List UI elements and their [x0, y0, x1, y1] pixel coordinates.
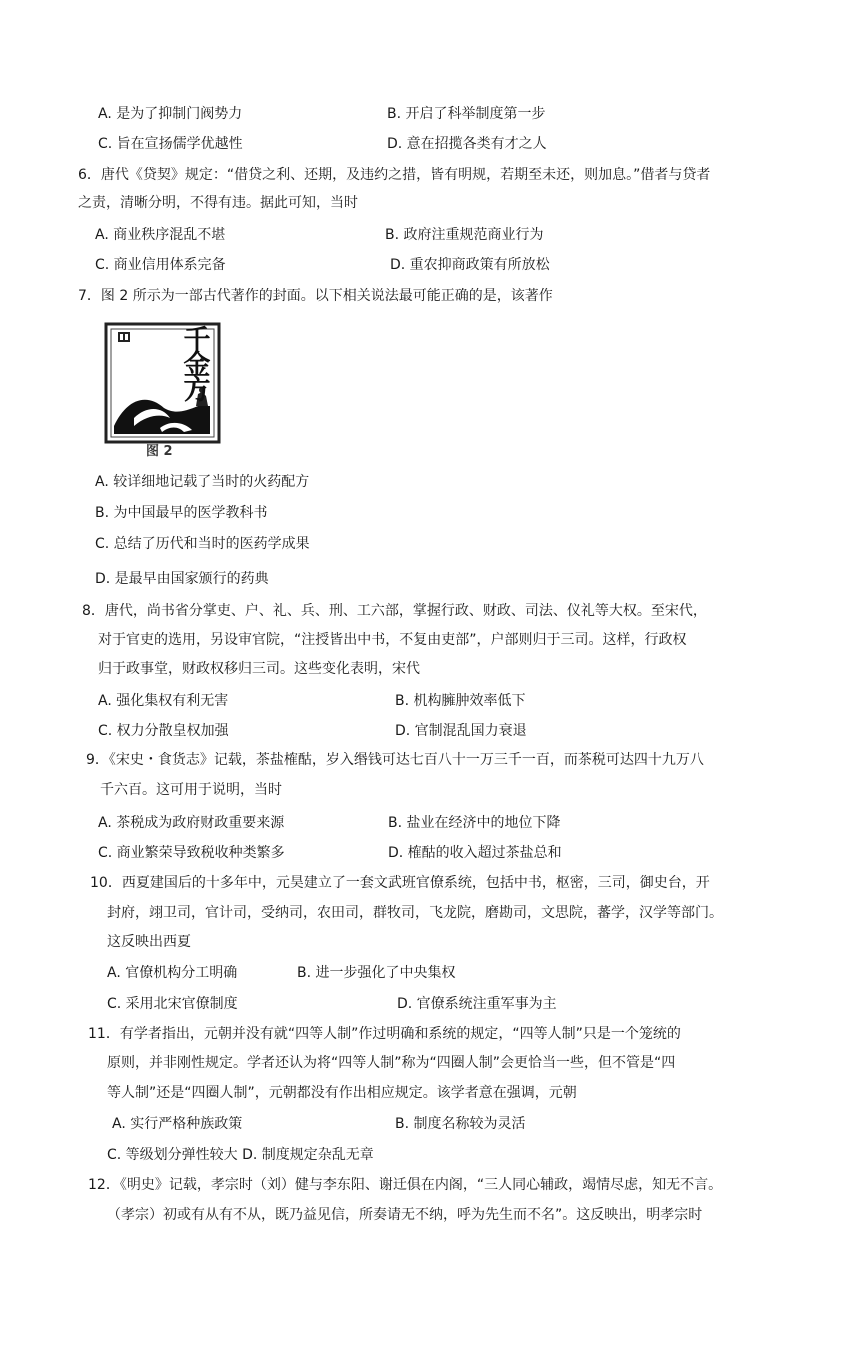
q6-option-d: D. 重农抑商政策有所放松	[390, 257, 550, 273]
q8-option-b: B. 机构臃肿效率低下	[395, 693, 526, 709]
book-cover-title: 千金方	[183, 325, 211, 406]
q6-option-a: A. 商业秩序混乱不堪	[95, 227, 226, 243]
q10-stem-line3: 这反映出西夏	[107, 934, 191, 950]
q8-stem-line2: 对于官吏的选用，另设审官院，“注授皆出中书，不复由吏部”，户部则归于三司。这样，行政权	[98, 632, 687, 648]
q12-stem-line2: （孝宗）初或有从有不从，既乃益见信，所奏请无不纳，呼为先生而不名”。这反映出，明孝宗时	[107, 1207, 703, 1223]
q11-option-b: B. 制度名称较为灵活	[395, 1116, 526, 1132]
q11-option-a: A. 实行严格种族政策	[112, 1116, 243, 1132]
q10-option-c: C. 采用北宋官僚制度	[107, 996, 238, 1012]
q10-stem-line2: 封府，翊卫司，官计司，受纳司，农田司，群牧司，飞龙院，磨勘司，文思院，蕃学，汉学等部门。	[107, 905, 723, 921]
q9-option-d: D. 榷酤的收入超过茶盐总和	[388, 845, 562, 861]
q6-stem-line2: 之责，清晰分明，不得有违。据此可知，当时	[78, 195, 358, 211]
q10-option-b: B. 进一步强化了中央集权	[297, 965, 456, 981]
q8-stem-line1: 8．唐代，尚书省分掌吏、户、礼、兵、刑、工六部，掌握行政、财政、司法、仪礼等大权。至宋代，	[82, 603, 707, 619]
q9-stem-line1: 9．《宋史・食货志》记载，茶盐榷酤，岁入缗钱可达七百八十一万三千一百，而茶税可达四十九万八	[86, 752, 704, 768]
q8-option-a: A. 强化集权有利无害	[98, 693, 229, 709]
q5-option-b: B. 开启了科举制度第一步	[387, 106, 546, 122]
q5-option-a: A. 是为了抑制门阀势力	[98, 106, 243, 122]
q7-option-a: A. 较详细地记载了当时的火药配方	[95, 474, 310, 490]
q6-option-b: B. 政府注重规范商业行为	[385, 227, 544, 243]
q12-stem-line1: 12．《明史》记载，孝宗时（刘）健与李东阳、谢迁俱在内阁，“三人同心辅政，竭情尽虑，知无不言。	[88, 1177, 723, 1193]
q8-stem-line3: 归于政事堂，财政权移归三司。这些变化表明，宋代	[98, 661, 420, 677]
q8-option-c: C. 权力分散皇权加强	[98, 723, 229, 739]
figure-caption: 图 2	[146, 444, 173, 459]
q9-option-b: B. 盐业在经济中的地位下降	[388, 815, 561, 831]
q7-option-d: D. 是最早由国家颁行的药典	[95, 571, 269, 587]
q6-option-c: C. 商业信用体系完备	[95, 257, 226, 273]
q8-option-d: D. 官制混乱国力衰退	[395, 723, 527, 739]
q10-option-a: A. 官僚机构分工明确	[107, 965, 238, 981]
q7-stem: 7．图 2 所示为一部古代著作的封面。以下相关说法最可能正确的是，该著作	[78, 288, 553, 304]
q11-option-cd: C. 等级划分弹性较大 D. 制度规定杂乱无章	[107, 1147, 374, 1163]
q7-option-c: C. 总结了历代和当时的医药学成果	[95, 536, 310, 552]
q11-stem-line2: 原则，并非刚性规定。学者还认为将“四等人制”称为“四圈人制”会更恰当一些，但不管是“四	[107, 1055, 676, 1071]
q10-stem-line1: 10．西夏建国后的十多年中，元昊建立了一套文武班官僚系统，包括中书，枢密，三司，御史台，开	[90, 875, 710, 891]
q10-option-d: D. 官僚系统注重军事为主	[397, 996, 557, 1012]
q9-option-c: C. 商业繁荣导致税收种类繁多	[98, 845, 285, 861]
q11-stem-line3: 等人制”还是“四圈人制”，元朝都没有作出相应规定。该学者意在强调，元朝	[107, 1085, 577, 1101]
q6-stem-line1: 6．唐代《贷契》规定：“借贷之利、还期，及违约之措，皆有明规，若期至未还，则加息。”借者与贷者	[78, 167, 711, 183]
q9-stem-line2: 千六百。这可用于说明，当时	[100, 782, 282, 798]
book-cover-figure	[104, 322, 222, 462]
q11-stem-line1: 11．有学者指出，元朝并没有就“四等人制”作过明确和系统的规定，“四等人制”只是一个笼统的	[88, 1026, 681, 1042]
q5-option-c: C. 旨在宣扬儒学优越性	[98, 136, 243, 152]
q9-option-a: A. 茶税成为政府财政重要来源	[98, 815, 285, 831]
q5-option-d: D. 意在招揽各类有才之人	[387, 136, 547, 152]
q7-option-b: B. 为中国最早的医学教科书	[95, 505, 268, 521]
